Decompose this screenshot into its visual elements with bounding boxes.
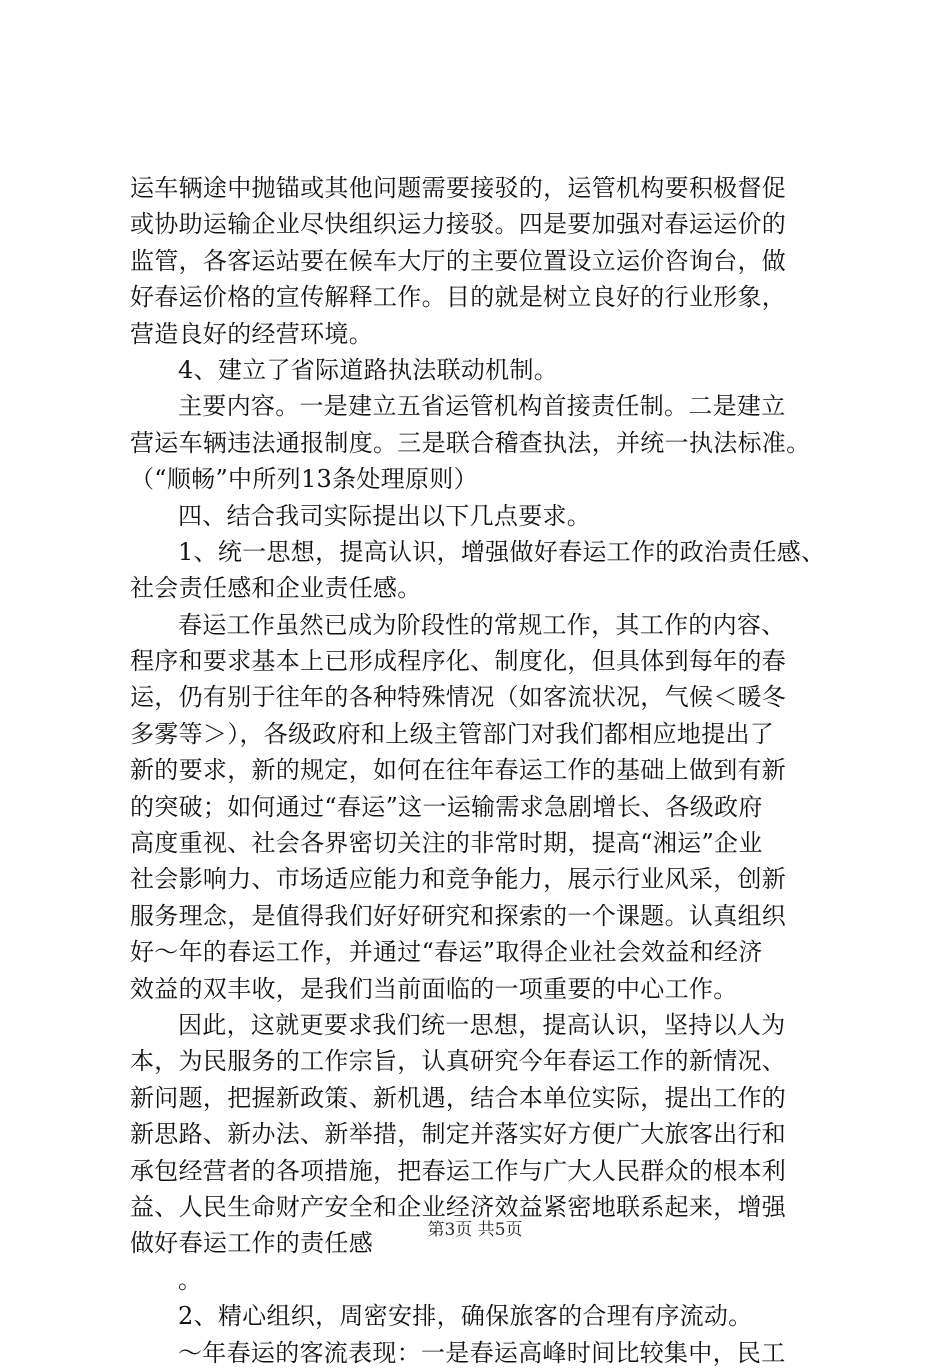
- text-line: 社会责任感和企业责任感。: [130, 574, 422, 603]
- text-line: （“顺畅”中所列13条处理原则）: [130, 465, 478, 494]
- text-line: 好～年的春运工作，并通过“春运”取得企业社会效益和经济: [130, 938, 763, 967]
- text-line: 程序和要求基本上已形成程序化、制度化，但具体到每年的春: [130, 647, 787, 676]
- text-line: 4、建立了省际道路执法联动机制。: [178, 355, 559, 384]
- page-footer: 第3页 共5页: [427, 1220, 523, 1240]
- text-line: 营运车辆违法通报制度。三是联合稽查执法，并统一执法标准。: [130, 428, 811, 457]
- text-line: 高度重视、社会各界密切关注的非常时期，提高“湘运”企业: [130, 829, 763, 858]
- text-line: 效益的双丰收，是我们当前面临的一项重要的中心工作。: [130, 974, 738, 1003]
- text-line: 主要内容。一是建立五省运管机构首接责任制。二是建立: [178, 392, 786, 421]
- text-line: 承包经营者的各项措施，把春运工作与广大人民群众的根本利: [130, 1156, 787, 1185]
- text-line: 做好春运工作的责任感: [130, 1229, 373, 1258]
- text-line: 好春运价格的宣传解释工作。目的就是树立良好的行业形象，: [130, 283, 787, 312]
- document-body: [130, 170, 830, 1371]
- text-line: 服务理念，是值得我们好好研究和探索的一个课题。认真组织: [130, 901, 787, 930]
- text-line: 监管，各客运站要在候车大厅的主要位置设立运价咨询台，做: [130, 246, 787, 275]
- text-line: 运车辆途中抛锚或其他问题需要接驳的，运管机构要积极督促: [130, 174, 787, 202]
- text-line: 多雾等＞），各级政府和上级主管部门对我们都相应地提出了: [130, 719, 775, 748]
- text-line: 。: [178, 1265, 203, 1294]
- text-line: 益、人民生命财产安全和企业经济效益紧密地联系起来，增强: [130, 1192, 787, 1221]
- text-line: 新思路、新办法、新举措，制定并落实好方便广大旅客出行和: [130, 1120, 787, 1149]
- text-line: 新问题，把握新政策、新机遇，结合本单位实际，提出工作的: [130, 1083, 787, 1112]
- text-line: 营造良好的经营环境。: [130, 319, 373, 348]
- text-line: 社会影响力、市场适应能力和竞争能力，展示行业风采，创新: [130, 865, 787, 894]
- text-line: 2、精心组织，周密安排，确保旅客的合理有序流动。: [178, 1302, 753, 1331]
- text-line: 运，仍有别于往年的各种特殊情况（如客流状况，气候＜暖冬: [130, 683, 787, 712]
- text-line: 本，为民服务的工作宗旨，认真研究今年春运工作的新情况、: [130, 1047, 787, 1076]
- text-line: 四、结合我司实际提出以下几点要求。: [178, 501, 592, 530]
- text-line: ～年春运的客流表现：一是春运高峰时间比较集中，民工: [178, 1338, 786, 1367]
- text-line: 新的要求，新的规定，如何在往年春运工作的基础上做到有新: [130, 756, 787, 785]
- text-line: 因此，这就更要求我们统一思想，提高认识，坚持以人为: [178, 1010, 786, 1039]
- text-line: 或协助运输企业尽快组织运力接驳。四是要加强对春运运价的: [130, 210, 787, 239]
- text-line: 1、统一思想，提高认识，增强做好春运工作的政治责任感、: [178, 537, 826, 566]
- text-line: 春运工作虽然已成为阶段性的常规工作，其工作的内容、: [178, 610, 786, 639]
- text-line: 的突破；如何通过“春运”这一运输需求急剧增长、各级政府: [130, 792, 763, 821]
